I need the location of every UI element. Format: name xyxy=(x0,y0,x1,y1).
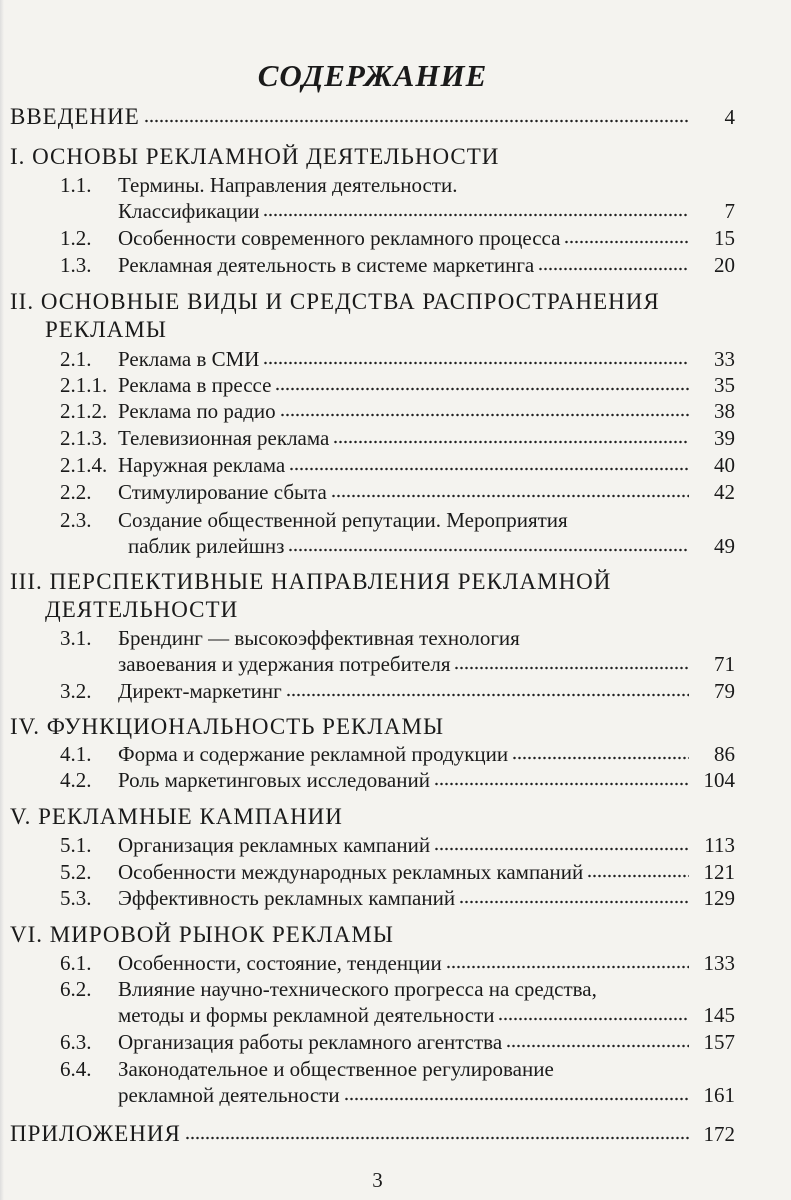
leader-dots xyxy=(144,118,689,124)
entry-text-continued: паблик рилейшнз xyxy=(128,534,285,558)
section-title-continued: РЕКЛАМЫ xyxy=(45,317,167,342)
entry-text: Особенности современного рекламного процесса xyxy=(118,226,561,250)
leader-dots xyxy=(289,466,689,472)
entry-page: 15 xyxy=(714,226,735,250)
leader-dots xyxy=(185,1135,689,1141)
entry-page: 33 xyxy=(714,347,735,371)
toc-entry-1-3[interactable] xyxy=(60,248,735,278)
toc-entry-appendix[interactable] xyxy=(10,1117,735,1147)
entry-page: 40 xyxy=(714,453,735,477)
entry-page: 35 xyxy=(714,373,735,397)
page-title: СОДЕРЖАНИЕ xyxy=(257,58,488,93)
entry-page: 7 xyxy=(724,199,735,223)
page-spine-shadow xyxy=(0,0,4,1200)
toc-entry-2-1-4[interactable] xyxy=(60,448,735,478)
leader-dots xyxy=(564,239,689,245)
entry-page: 49 xyxy=(714,534,735,558)
entry-page: 71 xyxy=(714,652,735,676)
entry-page: 133 xyxy=(703,951,735,975)
leader-dots xyxy=(512,755,689,761)
entry-text: Реклама в СМИ xyxy=(118,347,260,371)
toc-entry-2-1-2[interactable] xyxy=(60,394,735,424)
entry-number: 4.2. xyxy=(60,768,92,792)
toc-entry-6-3[interactable] xyxy=(60,1025,735,1055)
entry-number: 2.3. xyxy=(60,508,92,532)
entry-number: 1.2. xyxy=(60,226,92,250)
entry-text: Рекламная деятельность в системе маркетинга xyxy=(118,253,535,277)
entry-text: Стимулирование сбыта xyxy=(118,480,327,504)
entry-page: 145 xyxy=(703,1003,735,1027)
entry-number: 2.1. xyxy=(60,347,92,371)
entry-page: 79 xyxy=(714,679,735,703)
entry-text: Особенности международных рекламных кампаний xyxy=(118,860,584,884)
entry-text: Эффективность рекламных кампаний xyxy=(118,886,456,910)
leader-dots xyxy=(506,1043,689,1049)
page-number: 3 xyxy=(372,1168,383,1192)
section-heading-2[interactable] xyxy=(10,285,735,315)
entry-number: 1.3. xyxy=(60,253,92,277)
entry-number: 6.1. xyxy=(60,951,92,975)
entry-number: 2.2. xyxy=(60,480,92,504)
entry-text: Реклама в прессе xyxy=(118,373,272,397)
entry-text: Реклама по радио xyxy=(118,399,276,423)
toc-entry-5-1[interactable] xyxy=(60,828,735,858)
toc-entry-6-4-line2[interactable] xyxy=(118,1078,735,1108)
entry-number: 3.1. xyxy=(60,626,92,650)
entry-text: Создание общественной репутации. Мероприятия xyxy=(118,508,568,532)
entry-number: 2.1.2. xyxy=(60,399,108,423)
entry-page: 42 xyxy=(714,480,735,504)
entry-page: 20 xyxy=(714,253,735,277)
entry-number: 5.1. xyxy=(60,833,92,857)
section-heading-1[interactable] xyxy=(10,140,735,170)
entry-number: 2.1.4. xyxy=(60,453,108,477)
entry-text: Термины. Направления деятельности. xyxy=(118,173,458,197)
section-heading-3-cont xyxy=(45,593,735,623)
entry-text: Особенности, состояние, тенденции xyxy=(118,951,442,975)
entry-page: 38 xyxy=(714,399,735,423)
entry-page: 161 xyxy=(703,1083,735,1107)
section-title: VI. МИРОВОЙ РЫНОК РЕКЛАМЫ xyxy=(10,922,394,947)
leader-dots xyxy=(280,412,689,418)
entry-page: 39 xyxy=(714,426,735,450)
entry-page: 86 xyxy=(714,742,735,766)
entry-number: 2.1.3. xyxy=(60,426,108,450)
entry-text: Роль маркетинговых исследований xyxy=(118,768,430,792)
entry-page: 121 xyxy=(703,860,735,884)
entry-number: 5.3. xyxy=(60,886,92,910)
toc-entry-1-2[interactable] xyxy=(60,221,735,251)
leader-dots xyxy=(331,493,689,499)
section-heading-3[interactable] xyxy=(10,565,735,595)
section-heading-5[interactable] xyxy=(10,800,735,830)
toc-entry-3-1-line2[interactable] xyxy=(118,647,735,677)
leader-dots xyxy=(275,386,689,392)
toc-entry-4-2[interactable] xyxy=(60,763,735,793)
leader-dots xyxy=(434,846,689,852)
leader-dots xyxy=(286,692,689,698)
toc-entry-intro[interactable] xyxy=(10,100,735,130)
section-title: III. ПЕРСПЕКТИВНЫЕ НАПРАВЛЕНИЯ РЕКЛАМНОЙ xyxy=(10,569,612,594)
entry-number: 5.2. xyxy=(60,860,92,884)
entry-page: 4 xyxy=(724,105,735,129)
entry-number: 6.3. xyxy=(60,1030,92,1054)
entry-text-continued: Классификации xyxy=(118,199,260,223)
leader-dots xyxy=(587,873,689,879)
entry-text: Организация рекламных кампаний xyxy=(118,833,431,857)
leader-dots xyxy=(459,899,689,905)
toc-entry-2-3-line2[interactable] xyxy=(128,529,735,559)
entry-number: 6.2. xyxy=(60,977,92,1001)
entry-page: 157 xyxy=(703,1030,735,1054)
section-title: II. ОСНОВНЫЕ ВИДЫ И СРЕДСТВА РАСПРОСТРАНЕНИЯ xyxy=(10,289,660,314)
entry-text: Форма и содержание рекламной продукции xyxy=(118,742,509,766)
toc-entry-2-2[interactable] xyxy=(60,475,735,505)
leader-dots xyxy=(344,1096,689,1102)
section-title: IV. ФУНКЦИОНАЛЬНОСТЬ РЕКЛАМЫ xyxy=(10,714,445,739)
toc-entry-6-2-line2[interactable] xyxy=(118,998,735,1028)
entry-text: Брендинг — высокоэффективная технология xyxy=(118,626,520,650)
entry-text: ПРИЛОЖЕНИЯ xyxy=(10,1121,181,1146)
entry-page: 172 xyxy=(703,1122,735,1146)
entry-number: 1.1. xyxy=(60,173,92,197)
entry-text: Законодательное и общественное регулирование xyxy=(118,1057,554,1081)
entry-text: Директ-маркетинг xyxy=(118,679,282,703)
entry-number: 2.1.1. xyxy=(60,373,108,397)
section-title: V. РЕКЛАМНЫЕ КАМПАНИИ xyxy=(10,804,343,829)
leader-dots xyxy=(333,439,689,445)
section-heading-2-cont xyxy=(45,313,735,343)
leader-dots xyxy=(288,547,689,553)
section-heading-6[interactable] xyxy=(10,918,735,948)
entry-text-continued: методы и формы рекламной деятельности xyxy=(118,1003,495,1027)
section-heading-4[interactable] xyxy=(10,710,735,740)
leader-dots xyxy=(434,781,689,787)
section-title: I. ОСНОВЫ РЕКЛАМНОЙ ДЕЯТЕЛЬНОСТИ xyxy=(10,144,500,169)
toc-entry-1-1-line2[interactable] xyxy=(118,194,735,224)
entry-page: 113 xyxy=(704,833,735,857)
entry-text: ВВЕДЕНИЕ xyxy=(10,104,140,129)
leader-dots xyxy=(538,266,689,272)
entry-number: 6.4. xyxy=(60,1057,92,1081)
entry-text: Телевизионная реклама xyxy=(118,426,330,450)
leader-dots xyxy=(498,1016,689,1022)
leader-dots xyxy=(263,360,689,366)
entry-page: 104 xyxy=(703,768,735,792)
leader-dots xyxy=(446,964,689,970)
entry-number: 3.2. xyxy=(60,679,92,703)
toc-entry-3-2[interactable] xyxy=(60,674,735,704)
entry-text: Организация работы рекламного агентства xyxy=(118,1030,503,1054)
entry-text-continued: рекламной деятельности xyxy=(118,1083,340,1107)
entry-number: 4.1. xyxy=(60,742,92,766)
leader-dots xyxy=(263,212,689,218)
entry-text-continued: завоевания и удержания потребителя xyxy=(118,652,451,676)
leader-dots xyxy=(454,665,689,671)
entry-page: 129 xyxy=(703,886,735,910)
section-title-continued: ДЕЯТЕЛЬНОСТИ xyxy=(45,597,239,622)
entry-text: Влияние научно-технического прогресса на средства, xyxy=(118,977,597,1001)
toc-entry-5-3[interactable] xyxy=(60,881,735,911)
toc-entry-2-1-3[interactable] xyxy=(60,421,735,451)
entry-text: Наружная реклама xyxy=(118,453,286,477)
